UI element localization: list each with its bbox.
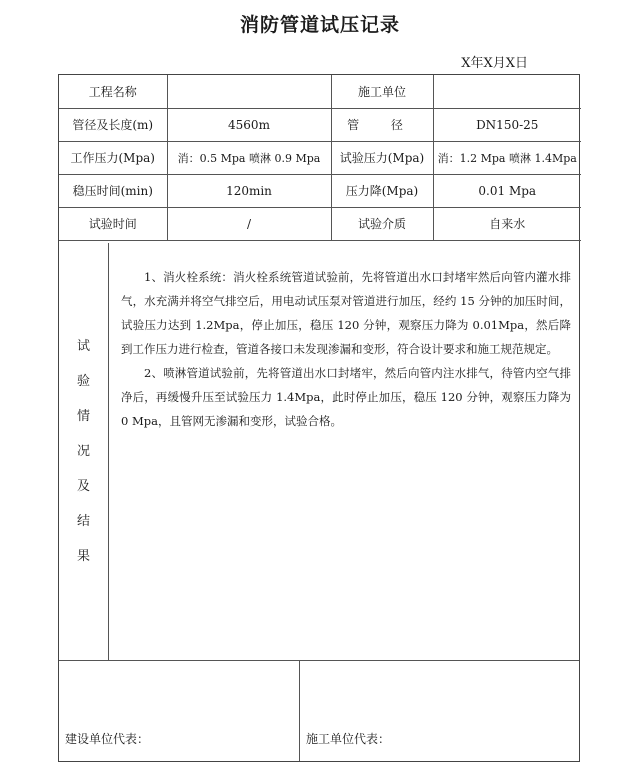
- signature-row: [59, 661, 579, 761]
- result-label-char: 结: [76, 514, 90, 529]
- result-label-char: 及: [76, 479, 90, 494]
- info-table: [59, 75, 581, 241]
- value-working-pressure: 消：0.5 Mpa 喷淋 0.9 Mpa: [167, 141, 331, 174]
- result-paragraph-hydrant: 1、消火栓系统：消火栓系统管道试验前，先将管道出水口封堵牢然后向管内灌水排气，水充满并将空气排空后，用电动试压泵对管道进行加压，经约 15 分钟的加压时间，试验压力达到 1.2Mpa，停止加压，稳压 120 分钟，观察压力降为 0.01Mpa，然后降到工作压力进行检查，管道各接口未发现渗漏和变形，符合设计要求和施工规范规定。: [121, 270, 571, 356]
- value-project-name: [167, 75, 331, 108]
- label-project-name: 工程名称: [59, 75, 167, 108]
- value-pipe-length: 4560m: [167, 108, 331, 141]
- page-title: 消防管道试压记录: [239, 14, 400, 36]
- value-test-time: /: [167, 207, 331, 240]
- label-pipe-diameter: 管 径: [331, 108, 433, 141]
- table-row: [59, 141, 581, 174]
- label-test-time: 试验时间: [59, 207, 167, 240]
- result-label-char: 情: [76, 409, 90, 424]
- result-label-char: 况: [76, 444, 90, 459]
- record-sheet: [58, 74, 580, 762]
- table-row: [59, 207, 581, 240]
- value-test-pressure: 消：1.2 Mpa 喷淋 1.4Mpa: [433, 141, 581, 174]
- test-result-section: [59, 243, 579, 661]
- owner-signature-cell: [59, 661, 300, 761]
- value-test-medium: 自来水: [433, 207, 581, 240]
- result-label-char: 验: [76, 374, 90, 389]
- value-construction-unit: [433, 75, 581, 108]
- owner-representative-label: 建设单位代表：: [65, 732, 150, 746]
- label-pipe-length: 管径及长度(m): [59, 108, 167, 141]
- contractor-signature-cell: [300, 661, 581, 761]
- label-working-pressure: 工作压力(Mpa): [59, 141, 167, 174]
- result-label-char: 果: [76, 549, 90, 564]
- contractor-representative-label: 施工单位代表：: [306, 732, 391, 746]
- table-row: [59, 108, 581, 141]
- label-construction-unit: 施工单位: [331, 75, 433, 108]
- value-hold-time: 120min: [167, 174, 331, 207]
- value-pressure-drop: 0.01 Mpa: [433, 174, 581, 207]
- label-test-medium: 试验介质: [331, 207, 433, 240]
- label-pressure-drop: 压力降(Mpa): [331, 174, 433, 207]
- result-text: [121, 265, 571, 433]
- table-row: [59, 75, 581, 108]
- record-date: X年X月X日: [461, 56, 528, 71]
- result-label-column: [59, 243, 109, 660]
- table-row: [59, 174, 581, 207]
- value-pipe-diameter: DN150-25: [433, 108, 581, 141]
- label-hold-time: 稳压时间(min): [59, 174, 167, 207]
- result-paragraph-sprinkler: 2、喷淋管道试验前，先将管道出水口封堵牢，然后向管内注水排气，待管内空气排净后，再缓慢升压至试验压力 1.4Mpa，此时停止加压，稳压 120 分钟，观察压力降为 0 Mpa，且管网无渗漏和变形，试验合格。: [121, 366, 571, 428]
- label-test-pressure: 试验压力(Mpa): [331, 141, 433, 174]
- result-label-char: 试: [76, 339, 90, 354]
